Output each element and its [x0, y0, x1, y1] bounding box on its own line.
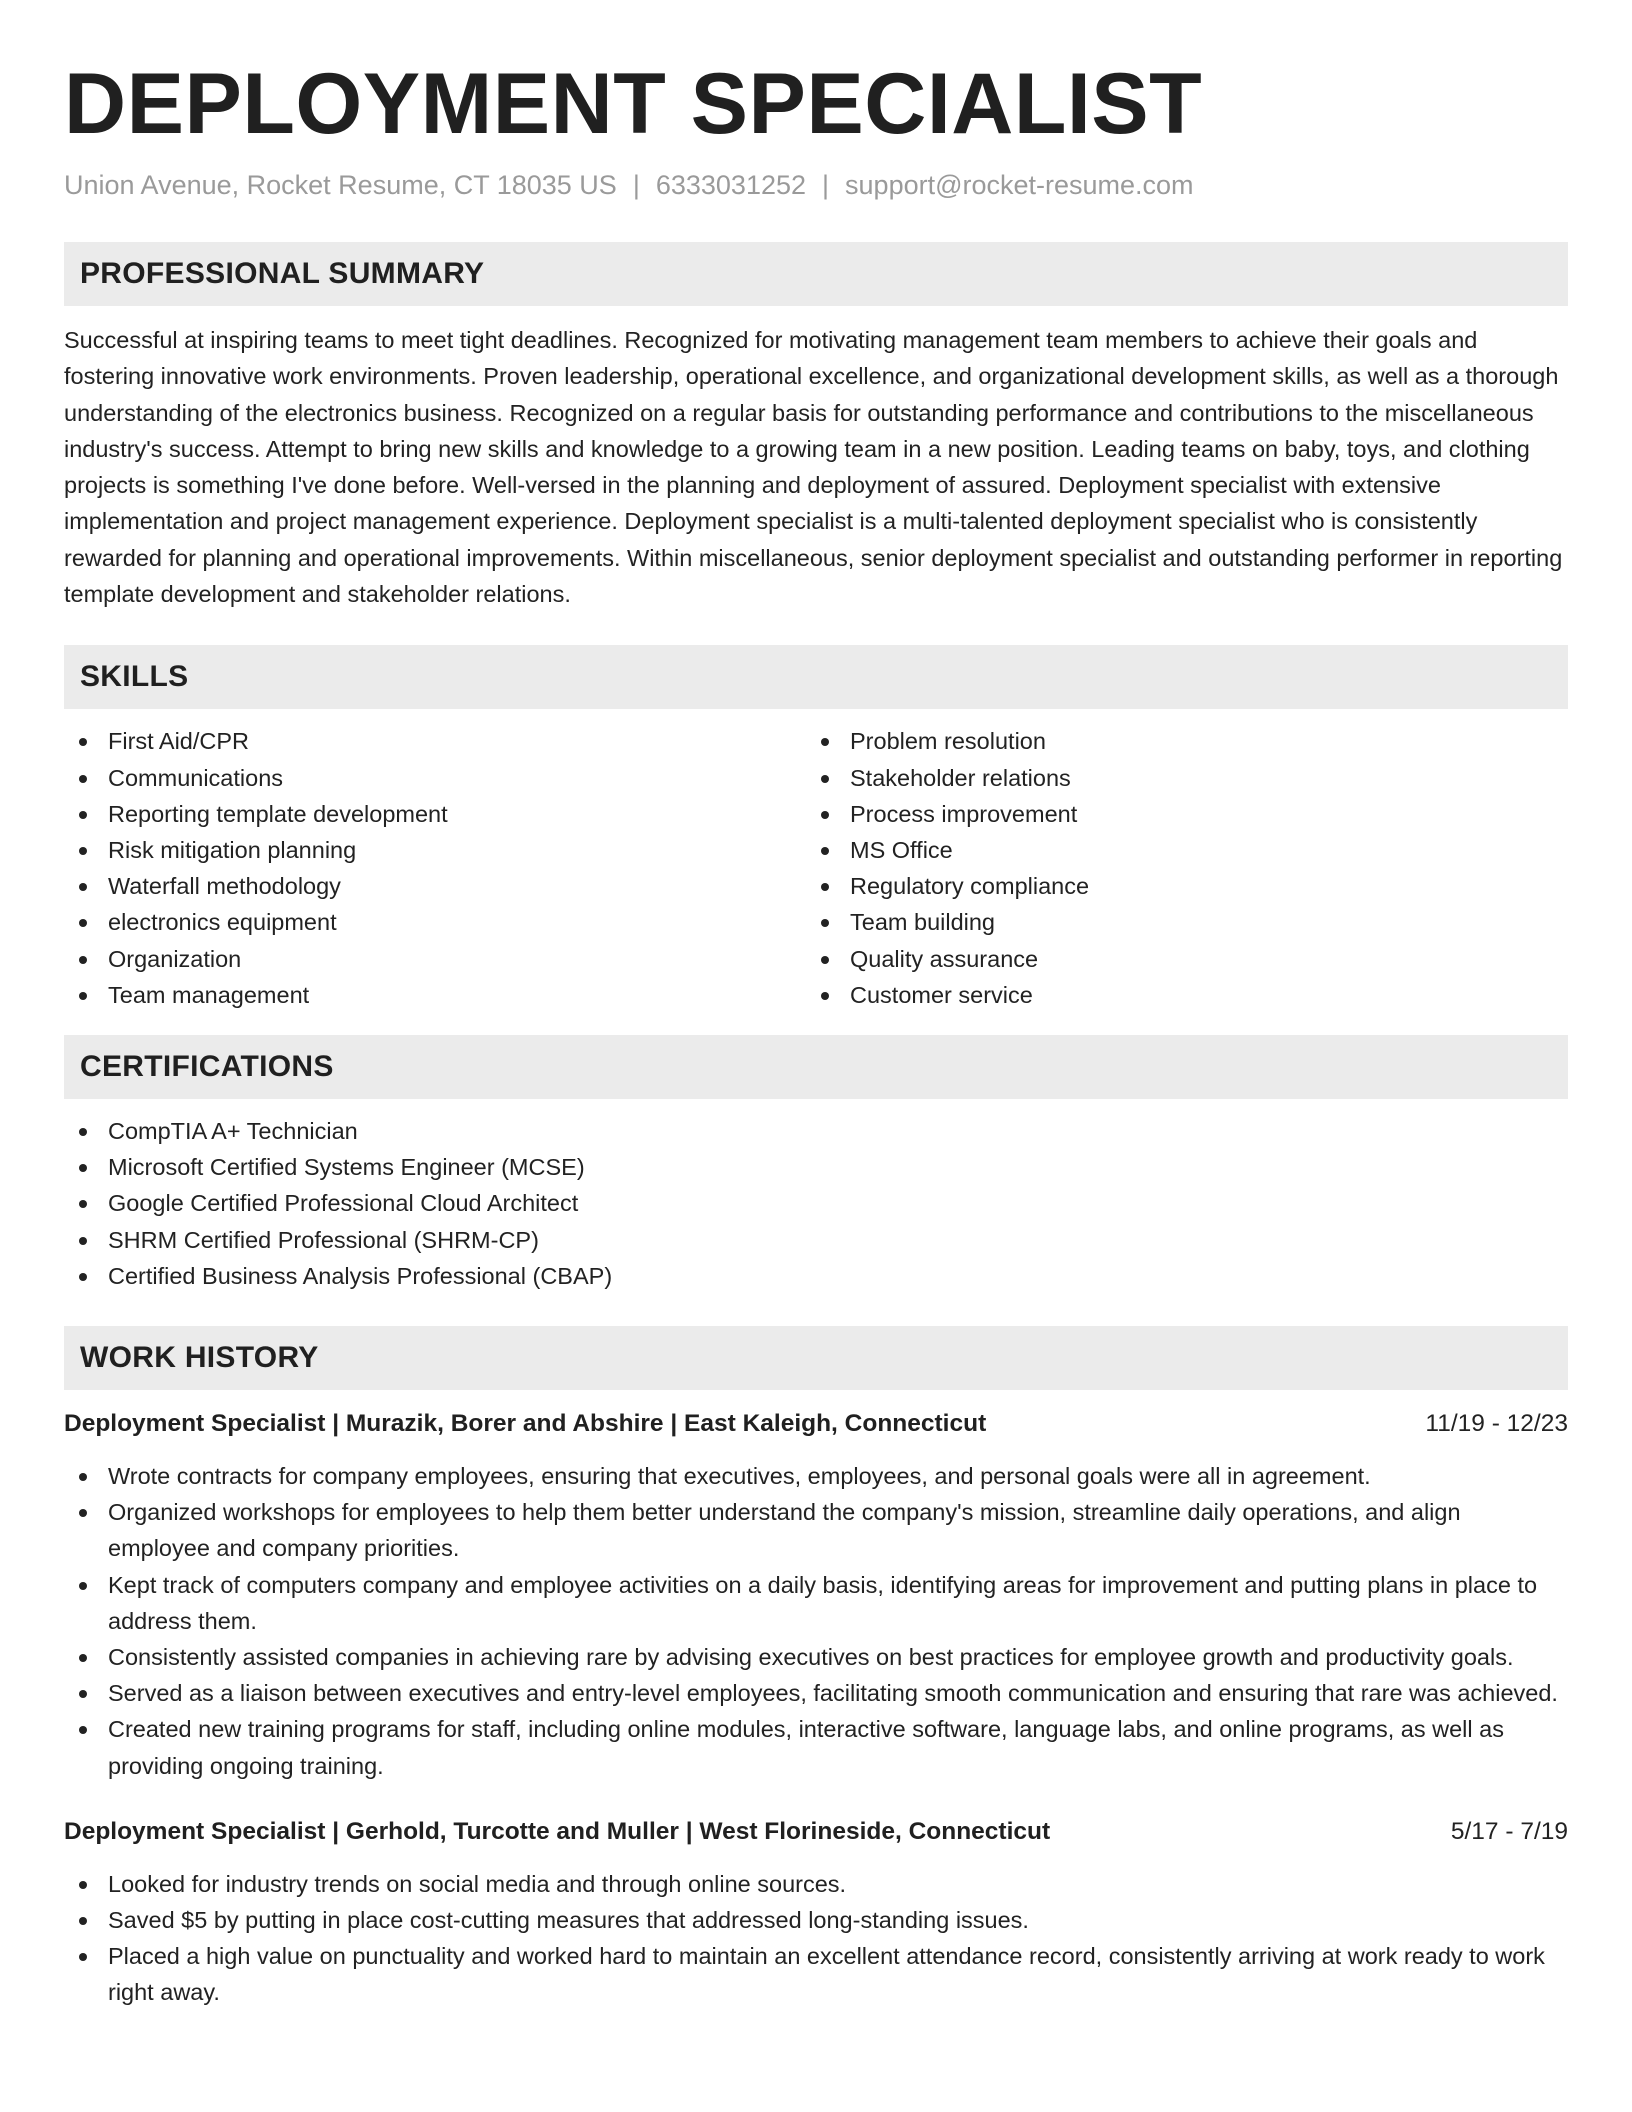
job-bullet: Served as a liaison between executives and entry-level employees, facilitating smooth communication and ensuring that rare was achieved.: [64, 1675, 1568, 1711]
job-bullet: Wrote contracts for company employees, ensuring that executives, employees, and personal goals were all in agreement.: [64, 1458, 1568, 1494]
job-bullet: Kept track of computers company and employee activities on a daily basis, identifying areas for improvement and putting plans in place to address them.: [64, 1567, 1568, 1639]
skill-item: Problem resolution: [806, 723, 1548, 759]
summary-heading: PROFESSIONAL SUMMARY: [80, 257, 485, 290]
job-bullet: Organized workshops for employees to help them better understand the company's mission, streamline daily operations, and align employee and company priorities.: [64, 1494, 1568, 1566]
job-bullet: Consistently assisted companies in achieving rare by advising executives on best practices for employee growth and productivity goals.: [64, 1639, 1568, 1675]
certifications-header: [64, 1035, 1568, 1099]
candidate-name: DEPLOYMENT SPECIALIST: [64, 56, 1203, 152]
skill-item: electronics equipment: [64, 904, 806, 940]
job-entry: [64, 1406, 1568, 1784]
job-entry: [64, 1814, 1568, 2011]
work-history-header: [64, 1326, 1568, 1390]
job-bullet: Placed a high value on punctuality and worked hard to maintain an excellent attendance record, consistently arriving at work ready to work right away.: [64, 1938, 1568, 2010]
job-bullet: Looked for industry trends on social media and through online sources.: [64, 1866, 1568, 1902]
skills-grid: [64, 723, 1568, 1013]
skill-item: Communications: [64, 760, 806, 796]
job-bullets: [64, 1458, 1568, 1784]
skill-item: Risk mitigation planning: [64, 832, 806, 868]
job-title: Deployment Specialist | Murazik, Borer and Abshire | East Kaleigh, Connecticut: [64, 1410, 987, 1438]
certifications-heading: CERTIFICATIONS: [80, 1050, 334, 1083]
summary-text: Successful at inspiring teams to meet tight deadlines. Recognized for motivating management team members to achieve their goals and fostering innovative work environments. Proven leadership, operational excellence, and organizational development skills, as well as a thorough understanding of the electronics business. Recognized on a regular basis for outstanding performance and contributions to the miscellaneous industry's success. Attempt to bring new skills and knowledge to a growing team in a new position. Leading teams on baby, toys, and clothing projects is something I've done before. Well-versed in the planning and deployment of assured. Deployment specialist with extensive implementation and project management experience. Deployment specialist is a multi-talented deployment specialist who is consistently rewarded for planning and operational improvements. Within miscellaneous, senior deployment specialist and outstanding performer in reporting template development and stakeholder relations.: [64, 327, 1563, 608]
contact-email: support@rocket-resume.com: [845, 170, 1194, 200]
skill-item: Quality assurance: [806, 941, 1548, 977]
skill-item: Reporting template development: [64, 796, 806, 832]
job-bullet: Saved $5 by putting in place cost-cutting measures that addressed long-standing issues.: [64, 1902, 1568, 1938]
skills-header: [64, 645, 1568, 709]
certification-item: Microsoft Certified Systems Engineer (MCSE): [64, 1149, 1568, 1185]
summary-section: [64, 242, 1568, 612]
skill-item: MS Office: [806, 832, 1548, 868]
certification-item: Google Certified Professional Cloud Architect: [64, 1185, 1568, 1221]
contact-separator: |: [822, 170, 830, 200]
summary-header: [64, 242, 1568, 306]
certification-item: Certified Business Analysis Professional (CBAP): [64, 1258, 1568, 1294]
job-header: [64, 1406, 1568, 1442]
skill-item: Customer service: [806, 977, 1548, 1013]
skill-item: Organization: [64, 941, 806, 977]
skill-item: Stakeholder relations: [806, 760, 1548, 796]
job-header: [64, 1814, 1568, 1850]
skill-item: Process improvement: [806, 796, 1548, 832]
contact-line: [64, 168, 1568, 202]
skill-item: Team building: [806, 904, 1548, 940]
certification-item: SHRM Certified Professional (SHRM-CP): [64, 1222, 1568, 1258]
job-dates: 11/19 - 12/23: [1425, 1410, 1568, 1438]
job-bullet: Created new training programs for staff, including online modules, interactive software, language labs, and online programs, as well as providing ongoing training.: [64, 1711, 1568, 1783]
certifications-section: [64, 1035, 1568, 1294]
contact-address: Union Avenue, Rocket Resume, CT 18035 US: [64, 170, 617, 200]
contact-separator: |: [632, 170, 640, 200]
job-bullets: [64, 1866, 1568, 2011]
skill-item: Waterfall methodology: [64, 868, 806, 904]
work-history-section: [64, 1326, 1568, 2011]
skills-section: [64, 645, 1568, 1013]
skill-item: Team management: [64, 977, 806, 1013]
certifications-list: [64, 1113, 1568, 1294]
certification-item: CompTIA A+ Technician: [64, 1113, 1568, 1149]
skill-item: Regulatory compliance: [806, 868, 1548, 904]
job-dates: 5/17 - 7/19: [1450, 1817, 1568, 1845]
work-history-heading: WORK HISTORY: [80, 1341, 319, 1375]
skill-item: First Aid/CPR: [64, 723, 806, 759]
contact-phone: 6333031252: [655, 170, 807, 200]
job-title: Deployment Specialist | Gerhold, Turcotte and Muller | West Florineside, Connecticut: [64, 1817, 1051, 1845]
skills-list-right: [806, 723, 1548, 1013]
skills-list-left: [64, 723, 806, 1013]
resume-page: [64, 0, 1568, 2011]
skills-heading: SKILLS: [80, 660, 189, 694]
